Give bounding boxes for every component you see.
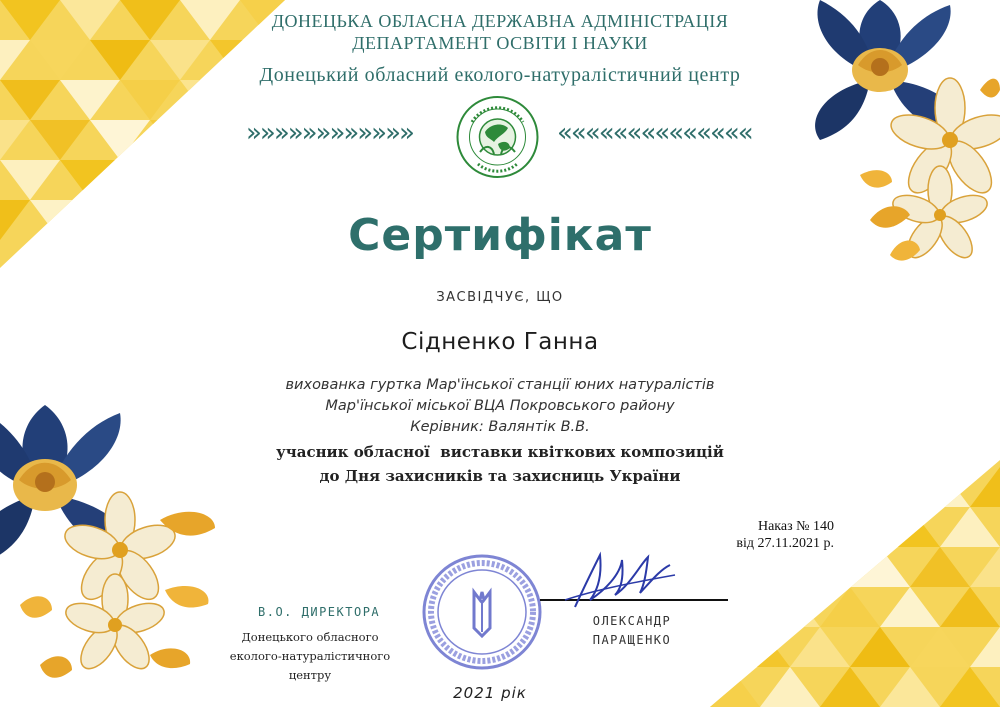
- recipient-description: [0, 375, 1000, 438]
- administration-line-2: ДЕПАРТАМЕНТ ОСВІТИ І НАУКИ: [352, 33, 648, 53]
- chevrons-right: ««««««««««««««: [557, 118, 752, 148]
- certifies-label: ЗАСВІДЧУЄ, ЩО: [436, 290, 564, 305]
- description-line-2: Мар'їнської міської ВЦА Покровського району: [325, 398, 675, 414]
- participation-line-1: учасник обласної виставки квіткових композицій: [276, 443, 724, 461]
- administration-heading: [0, 10, 1000, 54]
- chevrons-left: »»»»»»»»»»»»: [246, 118, 413, 148]
- supervisor-line: Керівник: Валянтік В.В.: [410, 419, 590, 435]
- administration-line-1: ДОНЕЦЬКА ОБЛАСНА ДЕРЖАВНА АДМІНІСТРАЦІЯ: [271, 11, 729, 31]
- participation-line-2: до Дня захисників та захисниць України: [319, 467, 681, 485]
- director-name: [577, 612, 687, 650]
- director-org-line-1: Донецького обласного: [241, 630, 379, 644]
- certificate-title: Сертифікат: [348, 210, 652, 261]
- order-reference: [730, 518, 834, 552]
- director-org-line-2: еколого-натуралістичного: [229, 649, 391, 663]
- description-line-1: вихованка гуртка Мар'їнської станції юних натуралістів: [285, 377, 715, 393]
- centre-logo-icon: [450, 94, 545, 180]
- official-seal-icon: [418, 550, 546, 675]
- director-org-line-3: центру: [288, 668, 332, 682]
- director-title: В.О. ДИРЕКТОРА: [258, 605, 381, 619]
- director-last-name: ПАРАЩЕНКО: [592, 633, 672, 647]
- participation-statement: [0, 440, 1000, 488]
- recipient-name: Сідненко Ганна: [401, 329, 599, 355]
- certificate-year: 2021 рік: [453, 684, 527, 702]
- order-number: Наказ № 140: [757, 519, 834, 534]
- director-organization: [225, 628, 395, 685]
- order-date: від 27.11.2021 р.: [736, 536, 834, 551]
- director-first-name: ОЛЕКСАНДР: [592, 614, 672, 628]
- centre-name: Донецький обласний еколого-натуралістичний центр: [259, 64, 741, 86]
- director-signature: [560, 545, 680, 615]
